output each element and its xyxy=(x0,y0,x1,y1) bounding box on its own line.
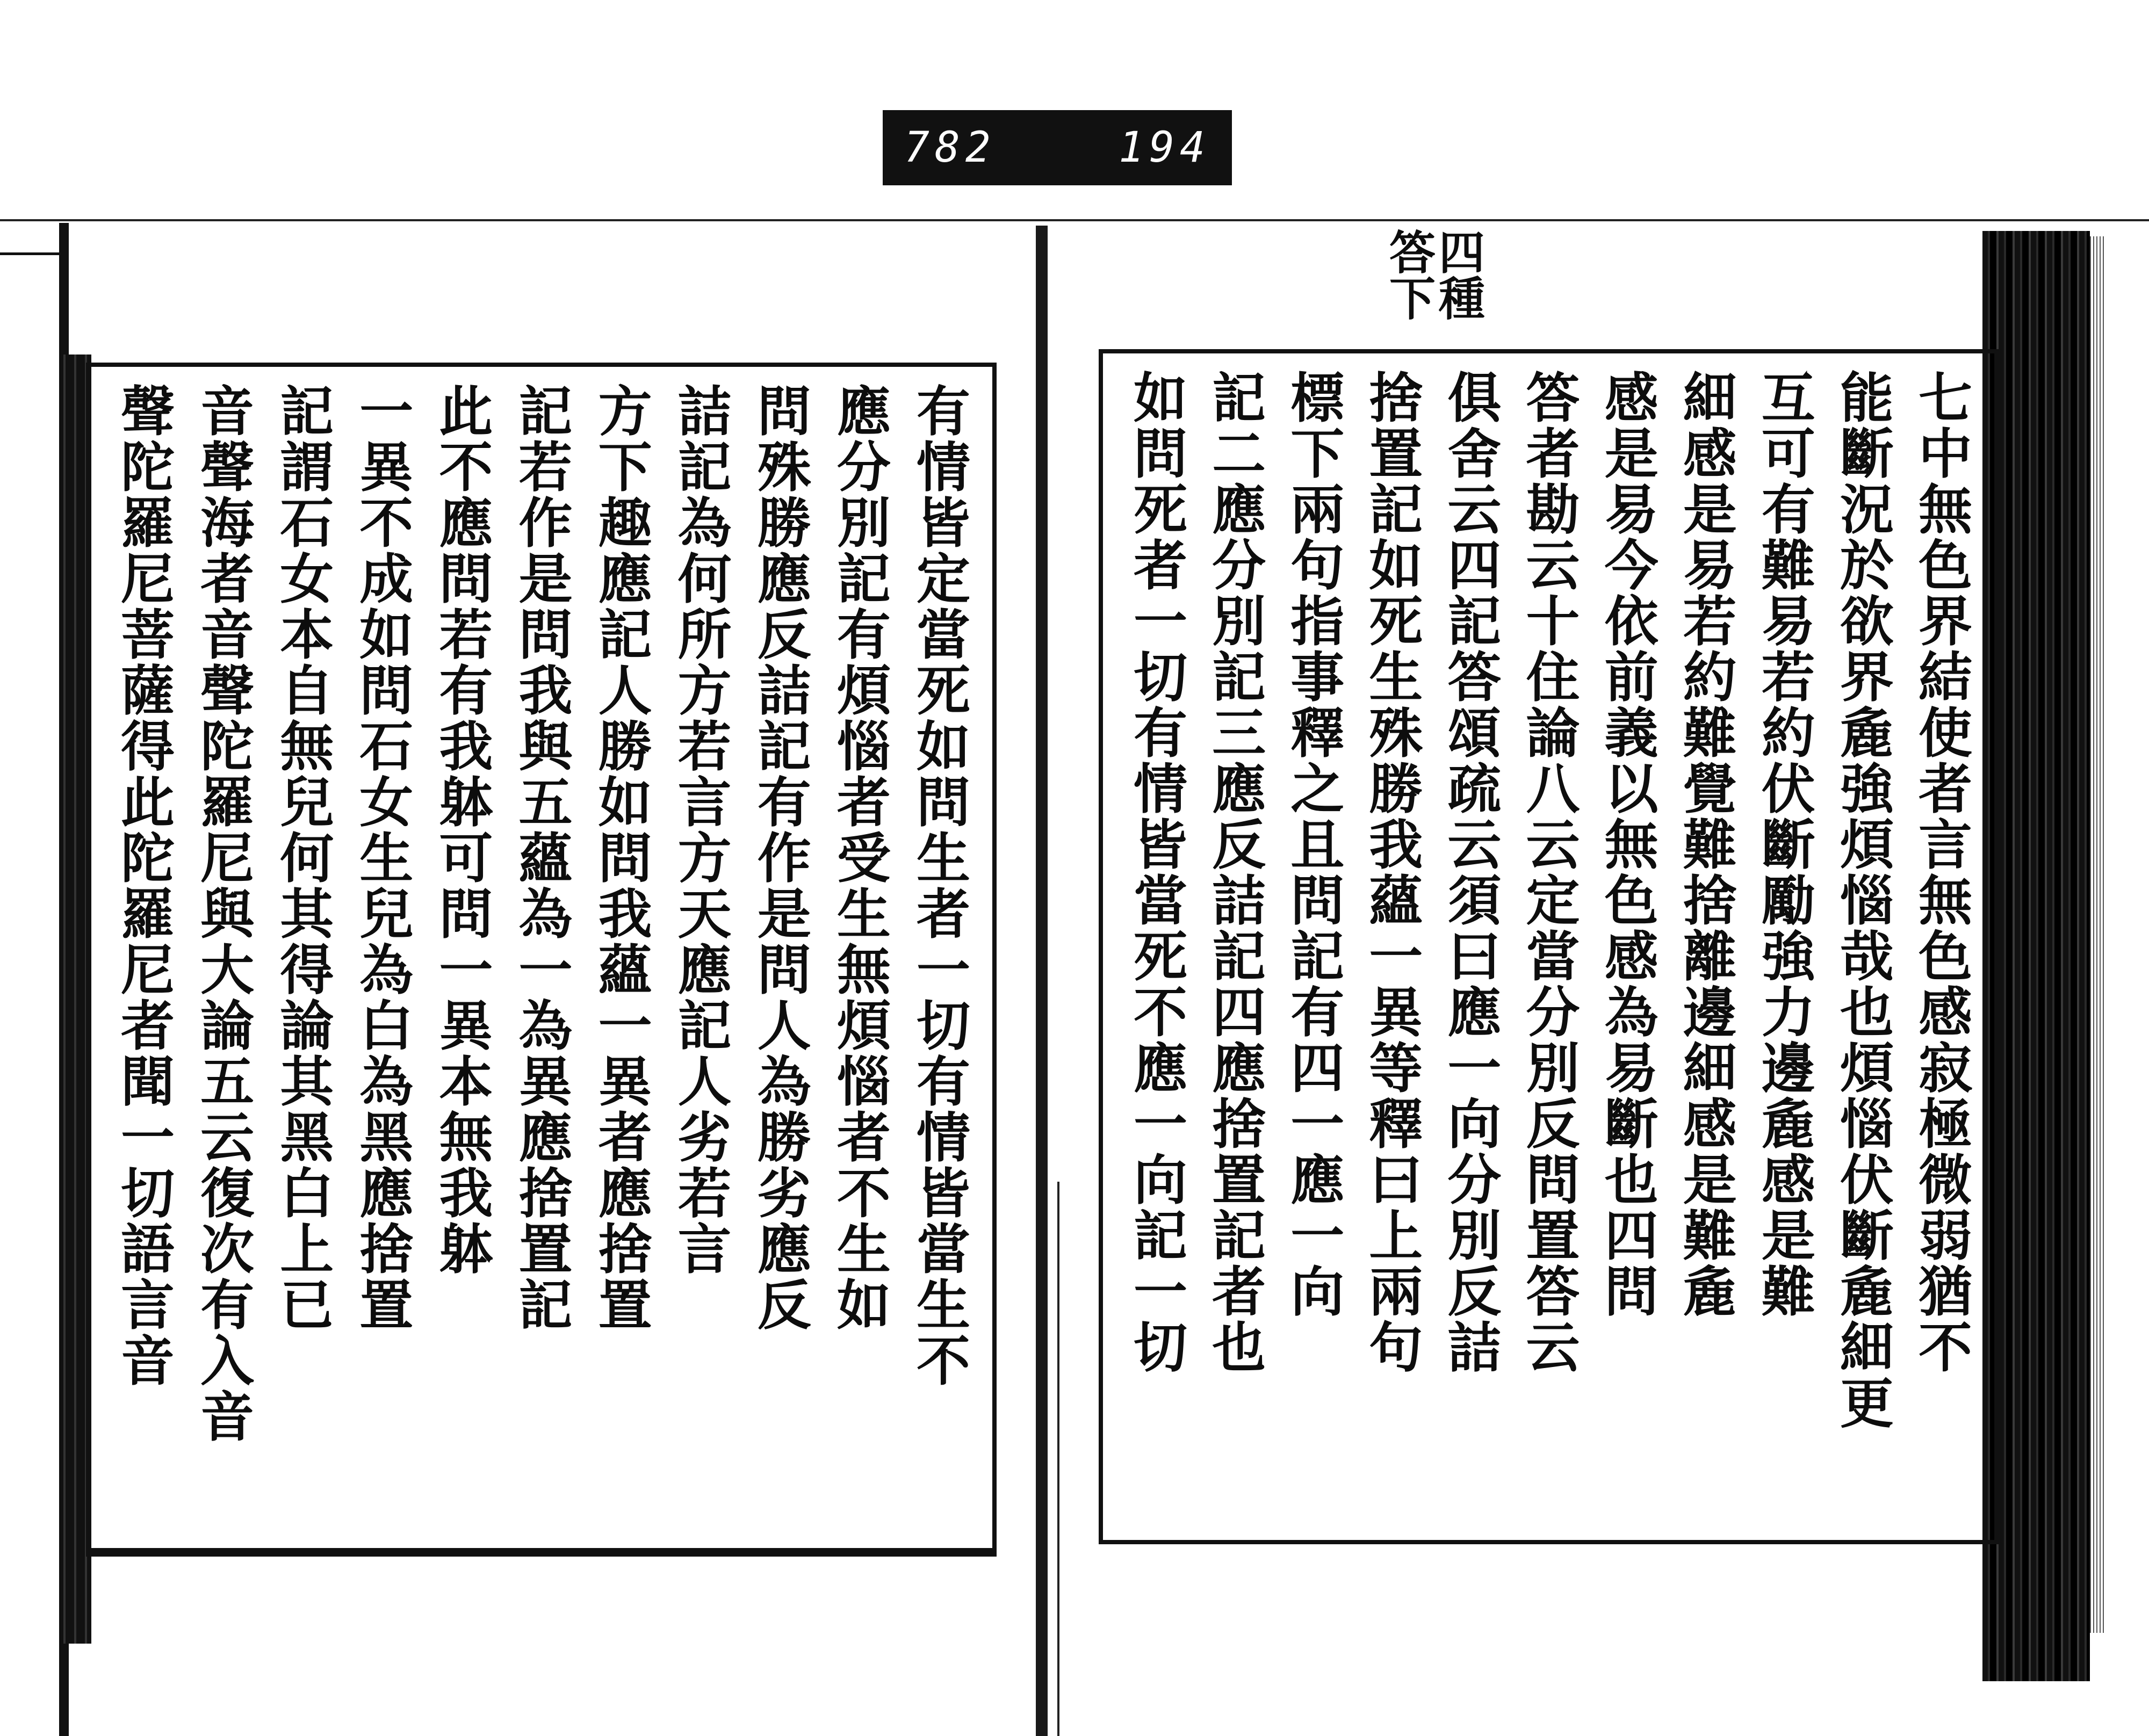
binding-thread xyxy=(1057,1182,1059,1736)
left-column-5: 方下趣應記人勝如問我蘊一異者應捨置 xyxy=(589,383,653,1333)
left-frame-bottom-rule xyxy=(86,1552,997,1557)
right-column-8: 捨置記如死生殊勝我蘊一異等釋曰上兩句 xyxy=(1360,370,1424,1375)
scan-edge-line xyxy=(0,219,2149,221)
left-column-8: 一異不成如問石女生兒為白為黑應捨置 xyxy=(350,383,414,1333)
left-column-2: 應分別記有煩惱者受生無煩惱者不生如 xyxy=(827,383,891,1333)
left-column-11: 聲陀羅尼菩薩得此陀羅尼者聞一切語言音 xyxy=(112,383,175,1388)
right-column-7: 俱舍云四記答頌疏云須曰應一向分別反詰 xyxy=(1438,370,1502,1375)
right-column-11: 如問死者一切有情皆當死不應一向記一切 xyxy=(1124,370,1188,1375)
heading-annotation: 四種答下 xyxy=(1381,228,1485,321)
right-column-6: 答者勘云十住論八云定當分別反問置答云 xyxy=(1517,370,1581,1375)
left-column-1: 有情皆定當死如問生者一切有情皆當生不 xyxy=(907,383,971,1388)
right-column-4: 細感是易若約難覺難捨離邊細感是難麁 xyxy=(1674,370,1737,1319)
left-text-columns xyxy=(106,383,976,1532)
catalog-label xyxy=(883,110,1232,185)
left-column-10: 音聲海者音聲陀羅尼與大論五云復次有入音 xyxy=(191,383,255,1444)
left-column-3: 問殊勝應反詰記有作是問人為勝劣應反 xyxy=(748,383,812,1333)
right-column-2: 能斷況於欲界麁強煩惱哉也煩惱伏斷麁細更 xyxy=(1830,370,1894,1431)
right-page-edge-stack xyxy=(1982,231,2090,1681)
left-column-7: 此不應問若有我躰可問一異本無我躰 xyxy=(430,383,494,1277)
catalog-number-left: 782 xyxy=(904,124,996,172)
catalog-number-right: 194 xyxy=(1119,124,1210,172)
right-column-5: 感是易今依前義以無色感為易斷也四問 xyxy=(1595,370,1659,1319)
left-column-9: 記謂石女本自無兒何其得論其黑白上已 xyxy=(271,383,335,1333)
book-gutter xyxy=(1036,226,1048,1736)
right-column-1: 七中無色界結使者言無色感寂極微弱猶不 xyxy=(1909,370,1973,1375)
right-column-9: 標下兩句指事釋之且問記有四一應一向 xyxy=(1281,370,1345,1319)
scan-edge-mark xyxy=(0,252,59,255)
right-page-edge-fringe xyxy=(2090,236,2106,1633)
right-column-3: 互可有難易若約伏斷勵強力邊麁感是難 xyxy=(1752,370,1816,1319)
left-text-frame xyxy=(86,363,997,1552)
right-column-10: 記二應分別記三應反詰記四應捨置記者也 xyxy=(1203,370,1267,1375)
left-column-6: 記若作是問我與五蘊為一為異應捨置記 xyxy=(509,383,573,1333)
left-column-4: 詰記為何所方若言方天應記人劣若言 xyxy=(668,383,732,1277)
right-text-columns xyxy=(1119,370,1978,1524)
right-text-frame xyxy=(1099,349,1999,1544)
